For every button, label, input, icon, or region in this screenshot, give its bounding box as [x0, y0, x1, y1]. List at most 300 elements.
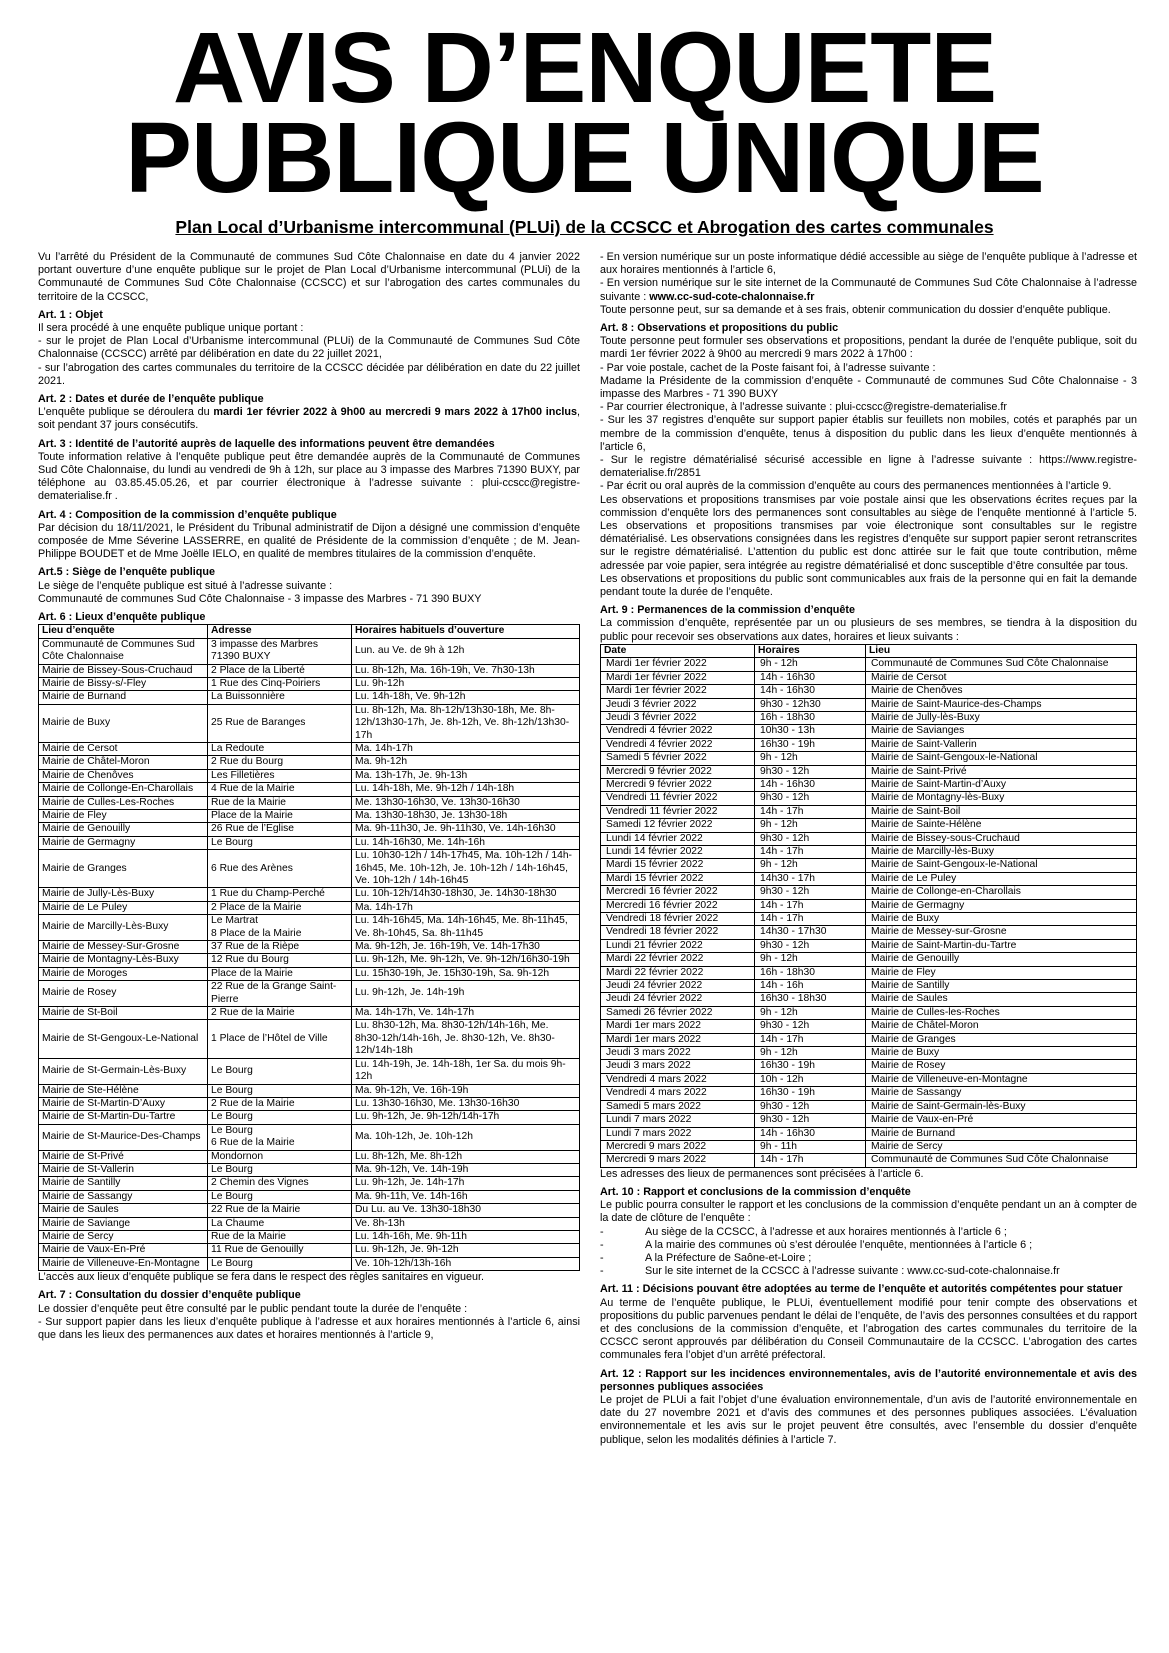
art11-heading: Art. 11 : Décisions pouvant être adoptées au terme de l’enquête et autorités compétentes pour statuer	[600, 1283, 1123, 1296]
site-name-cell: Mairie de St-Martin-D’Auxy	[39, 1097, 208, 1110]
session-place-cell: Mairie de Le Puley	[866, 872, 1137, 885]
session-hours-cell: 14h - 16h30	[755, 778, 866, 791]
session-row	[601, 845, 1137, 858]
session-row	[601, 725, 1137, 738]
session-row	[601, 1100, 1137, 1113]
session-hours-cell: 14h - 16h30	[755, 685, 866, 698]
session-row	[601, 765, 1137, 778]
art7-text-4-pre: - En version numérique sur le site internet de la Communauté de Communes Sud Côte Chalonnaise à l’adresse suivante :	[600, 277, 1137, 303]
session-place-cell: Communauté de Communes Sud Côte Chalonnaise	[866, 658, 1137, 671]
notice-title-line-2: PUBLIQUE UNIQUE	[125, 102, 1044, 214]
site-name-cell: Mairie de Saules	[39, 1204, 208, 1217]
site-hours-cell: Me. 13h30-16h30, Ve. 13h30-16h30	[352, 796, 580, 809]
site-name-cell: Mairie de Bissey-Sous-Cruchaud	[39, 664, 208, 677]
session-place-cell: Mairie de Rosey	[866, 1060, 1137, 1073]
session-place-cell: Mairie de Saint-Gengoux-le-National	[866, 859, 1137, 872]
site-address-cell: 2 Place de la Mairie	[208, 901, 352, 914]
site-address-cell: Rue de la Mairie	[208, 1230, 352, 1243]
art7-text-4	[600, 277, 1137, 303]
site-row	[39, 836, 580, 849]
session-date-cell: Mercredi 9 mars 2022	[601, 1140, 755, 1153]
art8-text-6: - Sur le registre dématérialisé sécurisé accessible en ligne à l’adresse suivante : https://www.registre-dematerialise.fr/2851	[600, 454, 1137, 480]
website-link[interactable]: www.cc-sud-cote-chalonnaise.fr	[649, 290, 815, 303]
session-row	[601, 1087, 1137, 1100]
site-address-cell: La Chaume	[208, 1217, 352, 1230]
sessions-table-header	[601, 644, 1137, 657]
site-hours-cell: Lu. 9h-12h	[352, 677, 580, 690]
session-place-cell: Mairie de Collonge-en-Charollais	[866, 886, 1137, 899]
site-row	[39, 850, 580, 888]
art1-text-3: - sur l’abrogation des cartes communales du territoire de la CCSCC décidée par délibération en date du 22 juillet 2021.	[38, 361, 580, 387]
art5-text-1: Le siège de l’enquête publique est situé à l’adresse suivante :	[38, 579, 333, 592]
site-hours-cell: Ma. 14h-17h	[352, 742, 580, 755]
session-date-cell: Vendredi 4 février 2022	[601, 738, 755, 751]
art1-heading: Art. 1 : Objet	[38, 308, 103, 321]
session-hours-cell: 9h30 - 12h	[755, 886, 866, 899]
session-date-cell: Vendredi 18 février 2022	[601, 926, 755, 939]
session-place-cell: Mairie de Montagny-lès-Buxy	[866, 792, 1137, 805]
sessions-header-place: Lieu	[866, 644, 1137, 657]
site-row	[39, 1084, 580, 1097]
site-hours-cell: Ma. 9h-12h, Ve. 14h-19h	[352, 1163, 580, 1176]
site-hours-cell: Ma. 14h-17h	[352, 901, 580, 914]
site-name-cell: Mairie de Granges	[39, 850, 208, 888]
site-name-cell: Mairie de St-Privé	[39, 1150, 208, 1163]
session-row	[601, 685, 1137, 698]
session-place-cell: Mairie de Chenôves	[866, 685, 1137, 698]
art6-note: L’accès aux lieux d’enquête publique se fera dans le respect des règles sanitaires en vigueur.	[38, 1271, 484, 1284]
session-date-cell: Lundi 7 mars 2022	[601, 1127, 755, 1140]
site-row	[39, 664, 580, 677]
session-date-cell: Jeudi 24 février 2022	[601, 993, 755, 1006]
site-row	[39, 941, 580, 954]
session-row	[601, 1006, 1137, 1019]
site-hours-cell: Lu. 9h-12h, Je. 9h-12h	[352, 1244, 580, 1257]
site-hours-cell: Ma. 9h-12h	[352, 756, 580, 769]
site-hours-cell: Ma. 9h-11h30, Je. 9h-11h30, Ve. 14h-16h30	[352, 823, 580, 836]
site-hours-cell: Du Lu. au Ve. 13h30-18h30	[352, 1204, 580, 1217]
session-hours-cell: 9h30 - 12h30	[755, 698, 866, 711]
session-hours-cell: 9h30 - 12h	[755, 832, 866, 845]
site-address-cell: Mondornon	[208, 1150, 352, 1163]
site-name-cell: Mairie de Burnand	[39, 691, 208, 704]
session-place-cell: Mairie de Saint-Martin-du-Tartre	[866, 939, 1137, 952]
session-date-cell: Vendredi 4 février 2022	[601, 725, 755, 738]
session-hours-cell: 16h30 - 18h30	[755, 993, 866, 1006]
site-name-cell: Mairie de Jully-Lès-Buxy	[39, 888, 208, 901]
art12-heading: Art. 12 : Rapport sur les incidences environnementales, avis de l’autorité environnementale et avis des personnes publiques associées	[600, 1367, 1137, 1393]
sites-header-address: Adresse	[208, 625, 352, 638]
site-row	[39, 1097, 580, 1110]
session-place-cell: Mairie de Cersot	[866, 671, 1137, 684]
site-address-cell: 25 Rue de Baranges	[208, 704, 352, 742]
site-row	[39, 1124, 580, 1150]
art5-heading: Art.5 : Siège de l’enquête publique	[38, 566, 215, 579]
site-name-cell: Mairie de Germagny	[39, 836, 208, 849]
art6-heading: Art. 6 : Lieux d’enquête publique	[38, 611, 206, 624]
session-place-cell: Mairie de Sercy	[866, 1140, 1137, 1153]
session-date-cell: Vendredi 18 février 2022	[601, 913, 755, 926]
session-row	[601, 953, 1137, 966]
site-address-cell: 4 Rue de la Mairie	[208, 783, 352, 796]
site-hours-cell: Ma. 9h-12h, Je. 16h-19h, Ve. 14h-17h30	[352, 941, 580, 954]
session-hours-cell: 16h - 18h30	[755, 711, 866, 724]
site-hours-cell: Lun. au Ve. de 9h à 12h	[352, 638, 580, 664]
site-name-cell: Mairie de St-Boil	[39, 1007, 208, 1020]
art8-text-2: - Par voie postale, cachet de la Poste faisant foi, à l’adresse suivante :	[600, 361, 936, 374]
site-hours-cell: Lu. 10h-12h/14h30-18h30, Je. 14h30-18h30	[352, 888, 580, 901]
site-name-cell: Mairie de St-Martin-Du-Tartre	[39, 1111, 208, 1124]
session-row	[601, 859, 1137, 872]
site-row	[39, 1230, 580, 1243]
session-hours-cell: 9h30 - 12h	[755, 792, 866, 805]
site-hours-cell: Lu. 8h30-12h, Ma. 8h30-12h/14h-16h, Me. 8h30-12h/14h-16h, Je. 8h30-12h, Ve. 8h30-12h/14h-18h	[352, 1020, 580, 1058]
site-address-cell: 6 Rue des Arènes	[208, 850, 352, 888]
session-date-cell: Lundi 14 février 2022	[601, 845, 755, 858]
site-row	[39, 1217, 580, 1230]
session-hours-cell: 16h - 18h30	[755, 966, 866, 979]
session-place-cell: Mairie de Genouilly	[866, 953, 1137, 966]
site-hours-cell: Lu. 14h-18h, Ve. 9h-12h	[352, 691, 580, 704]
session-date-cell: Mardi 1er février 2022	[601, 671, 755, 684]
site-name-cell: Mairie de Genouilly	[39, 823, 208, 836]
site-address-cell: 2 Rue du Bourg	[208, 756, 352, 769]
site-row	[39, 1177, 580, 1190]
session-place-cell: Mairie de Germagny	[866, 899, 1137, 912]
intro-paragraph: Vu l’arrêté du Président de la Communauté de communes Sud Côte Chalonnaise en date du 4 janvier 2022 portant ouverture d’une enquête publique sur le projet de Plan Local d’Urbanisme intercommunal (PLUi) de la Communauté de Communes Sud Côte Chalonnaise (CCSCC) et sur l’abrogation des cartes communales du territoire de la CCSCC,	[38, 251, 580, 303]
art7-text-1: Le dossier d’enquête peut être consulté par le public pendant toute la durée de l’enquête :	[38, 1302, 468, 1315]
session-date-cell: Jeudi 3 mars 2022	[601, 1060, 755, 1073]
site-name-cell: Mairie de Buxy	[39, 704, 208, 742]
art10-list-item: - A la Préfecture de Saône-et-Loire ;	[600, 1252, 1137, 1265]
site-name-cell: Mairie de Montagny-Lès-Buxy	[39, 954, 208, 967]
site-hours-cell: Lu. 14h-16h30, Me. 14h-16h	[352, 836, 580, 849]
site-row	[39, 1204, 580, 1217]
art8-heading: Art. 8 : Observations et propositions du public	[600, 322, 839, 335]
session-place-cell: Mairie de Fley	[866, 966, 1137, 979]
art2-heading: Art. 2 : Dates et durée de l’enquête publique	[38, 393, 264, 406]
sites-table-body	[39, 638, 580, 1271]
notice-title-line-1: AVIS D’ENQUETE	[172, 12, 997, 124]
site-hours-cell: Ma. 13h30-18h30, Je. 13h30-18h	[352, 809, 580, 822]
session-hours-cell: 10h30 - 13h	[755, 725, 866, 738]
site-name-cell: Mairie de Santilly	[39, 1177, 208, 1190]
session-date-cell: Mercredi 16 février 2022	[601, 899, 755, 912]
session-place-cell: Mairie de Buxy	[866, 913, 1137, 926]
site-address-cell: 22 Rue de la Mairie	[208, 1204, 352, 1217]
session-hours-cell: 14h - 16h	[755, 980, 866, 993]
session-place-cell: Mairie de Vaux-en-Pré	[866, 1114, 1137, 1127]
sites-header-site: Lieu d’enquête	[39, 625, 208, 638]
session-row	[601, 1060, 1137, 1073]
session-hours-cell: 9h30 - 12h	[755, 1114, 866, 1127]
art10-list-item: - A la mairie des communes où s’est déroulée l’enquête, mentionnées à l’article 6 ;	[600, 1239, 1137, 1252]
session-hours-cell: 14h - 17h	[755, 805, 866, 818]
site-row	[39, 809, 580, 822]
art2-text	[38, 406, 580, 432]
session-date-cell: Mercredi 9 février 2022	[601, 765, 755, 778]
site-hours-cell: Lu. 14h-16h, Me. 9h-11h	[352, 1230, 580, 1243]
session-date-cell: Vendredi 11 février 2022	[601, 792, 755, 805]
site-name-cell: Mairie de Bissy-s/-Fley	[39, 677, 208, 690]
session-hours-cell: 14h - 17h	[755, 899, 866, 912]
site-name-cell: Mairie de Châtel-Moron	[39, 756, 208, 769]
session-row	[601, 1140, 1137, 1153]
site-row	[39, 1190, 580, 1203]
session-hours-cell: 14h30 - 17h30	[755, 926, 866, 939]
sites-table	[38, 624, 580, 1271]
session-place-cell: Mairie de Sainte-Hélène	[866, 819, 1137, 832]
session-hours-cell: 10h - 12h	[755, 1073, 866, 1086]
site-row	[39, 796, 580, 809]
site-name-cell: Mairie de St-Gengoux-Le-National	[39, 1020, 208, 1058]
art9-heading: Art. 9 : Permanences de la commission d’enquête	[600, 604, 856, 617]
art2-dates: mardi 1er février 2022 à 9h00 au mercredi 9 mars 2022 à 17h00 inclus	[213, 406, 577, 419]
site-hours-cell: Lu. 9h-12h, Me. 9h-12h, Ve. 9h-12h/16h30-19h	[352, 954, 580, 967]
site-hours-cell: Ve. 10h-12h/13h-16h	[352, 1257, 580, 1270]
session-row	[601, 1020, 1137, 1033]
site-row	[39, 901, 580, 914]
site-hours-cell: Lu. 9h-12h, Je. 14h-19h	[352, 981, 580, 1007]
session-hours-cell: 14h - 16h30	[755, 1127, 866, 1140]
site-row	[39, 677, 580, 690]
site-address-cell: Place de la Mairie	[208, 809, 352, 822]
site-row	[39, 1111, 580, 1124]
site-row	[39, 915, 580, 941]
site-hours-cell: Ma. 10h-12h, Je. 10h-12h	[352, 1124, 580, 1150]
session-row	[601, 1047, 1137, 1060]
site-address-cell: 11 Rue de Genouilly	[208, 1244, 352, 1257]
session-row	[601, 980, 1137, 993]
session-place-cell: Mairie de Saules	[866, 993, 1137, 1006]
site-name-cell: Mairie de Rosey	[39, 981, 208, 1007]
art9-text: La commission d’enquête, représentée par un ou plusieurs de ses membres, se tiendra à la disposition du public pour recevoir ses observations aux dates, horaires et lieux suivants :	[600, 617, 1137, 643]
site-row	[39, 783, 580, 796]
art8-text-8: Les observations et propositions transmises par voie postale ainsi que les observations écrites reçues par la commission d’enquête lors des permanences sont consultables au siège de l’enquête mentionné à l’article 5. Les observations et propositions transmises par voie électronique sont consultables sur le registre dématérialisé. Les observations consignées dans les registres d’enquête sur support papier seront retranscrites sur le registre dématérialisé. L’attention du public est donc attirée sur le fait que toute contribution, même adressée par voie papier, sera intégrée au registre dématérialisé et donc susceptible d’être consultée par tous.	[600, 493, 1137, 572]
session-row	[601, 1127, 1137, 1140]
site-address-cell: 2 Rue de la Mairie	[208, 1007, 352, 1020]
session-hours-cell: 16h30 - 19h	[755, 1060, 866, 1073]
session-place-cell: Mairie de Saint-Maurice-des-Champs	[866, 698, 1137, 711]
site-address-cell: 2 Chemin des Vignes	[208, 1177, 352, 1190]
site-name-cell: Mairie de St-Vallerin	[39, 1163, 208, 1176]
session-date-cell: Lundi 14 février 2022	[601, 832, 755, 845]
session-date-cell: Jeudi 3 février 2022	[601, 698, 755, 711]
site-address-cell: 1 Place de l’Hôtel de Ville	[208, 1020, 352, 1058]
session-hours-cell: 9h - 12h	[755, 1047, 866, 1060]
session-date-cell: Mardi 15 février 2022	[601, 872, 755, 885]
site-name-cell: Mairie de Sercy	[39, 1230, 208, 1243]
session-place-cell: Mairie de Saint-Vallerin	[866, 738, 1137, 751]
session-row	[601, 778, 1137, 791]
session-row	[601, 752, 1137, 765]
notice-subtitle: Plan Local d’Urbanisme intercommunal (PLUi) de la CCSCC et Abrogation des cartes communales	[175, 217, 994, 237]
art3-text: Toute information relative à l’enquête publique peut être demandée auprès de la Communauté de Communes Sud Côte Chalonnaise, du lundi au vendredi de 9h à 12h, sur place au 3 impasse des Marbres 71390 BUXY, par téléphone au 03.85.45.05.26, et par courrier électronique à l’adresse suivante : plui-ccscc@registre-dematerialise.fr .	[38, 450, 580, 503]
art8-text-4: - Par courrier électronique, à l’adresse suivante : plui-ccscc@registre-dematerialise.fr	[600, 401, 1008, 414]
site-address-cell: Le Bourg	[208, 1190, 352, 1203]
session-date-cell: Samedi 12 février 2022	[601, 819, 755, 832]
session-hours-cell: 9h - 12h	[755, 658, 866, 671]
session-row	[601, 805, 1137, 818]
site-row	[39, 1244, 580, 1257]
art2-text-pre: L’enquête publique se déroulera du	[38, 406, 214, 419]
site-name-cell: Mairie de Sassangy	[39, 1190, 208, 1203]
art8-text-3: Madame la Présidente de la commission d’enquête - Communauté de communes Sud Côte Chalonnaise - 3 impasse des Marbres - 71 390 BUXY	[600, 374, 1137, 401]
session-hours-cell: 14h - 17h	[755, 1154, 866, 1167]
site-row	[39, 888, 580, 901]
site-name-cell: Mairie de Messey-Sur-Grosne	[39, 941, 208, 954]
session-date-cell: Mercredi 16 février 2022	[601, 886, 755, 899]
sessions-header-date: Date	[601, 644, 755, 657]
site-address-cell: Le Bourg	[208, 1111, 352, 1124]
session-date-cell: Mercredi 9 mars 2022	[601, 1154, 755, 1167]
session-row	[601, 1073, 1137, 1086]
session-hours-cell: 9h - 12h	[755, 859, 866, 872]
art10-text: Le public pourra consulter le rapport et les conclusions de la commission d’enquête pendant un an à compter de la date de clôture de l’enquête :	[600, 1199, 1137, 1225]
session-place-cell: Mairie de Villeneuve-en-Montagne	[866, 1073, 1137, 1086]
art3-heading: Art. 3 : Identité de l’autorité auprès de laquelle des informations peuvent être demandées	[38, 437, 495, 450]
art10-list-item: - Au siège de la CCSCC, à l’adresse et aux horaires mentionnés à l’article 6 ;	[600, 1226, 1137, 1239]
site-row	[39, 756, 580, 769]
session-row	[601, 698, 1137, 711]
session-date-cell: Jeudi 24 février 2022	[601, 980, 755, 993]
session-hours-cell: 14h - 17h	[755, 845, 866, 858]
session-row	[601, 1033, 1137, 1046]
left-column	[38, 251, 580, 1342]
session-date-cell: Vendredi 11 février 2022	[601, 805, 755, 818]
site-name-cell: Mairie de St-Maurice-Des-Champs	[39, 1124, 208, 1150]
art7-text-3: - En version numérique sur un poste informatique dédié accessible au siège de l’enquête publique à l’adresse et aux horaires mentionnés à l’article 6,	[600, 251, 1137, 277]
session-place-cell: Mairie de Saint-Martin-d’Auxy	[866, 778, 1137, 791]
site-name-cell: Mairie de Culles-Les-Roches	[39, 796, 208, 809]
session-date-cell: Samedi 5 février 2022	[601, 752, 755, 765]
session-row	[601, 913, 1137, 926]
site-row	[39, 1257, 580, 1270]
site-row	[39, 954, 580, 967]
site-address-cell: La Buissonnière	[208, 691, 352, 704]
site-name-cell: Mairie de Chenôves	[39, 769, 208, 782]
site-row	[39, 1150, 580, 1163]
site-hours-cell: Lu. 13h30-16h30, Me. 13h30-16h30	[352, 1097, 580, 1110]
session-date-cell: Lundi 21 février 2022	[601, 939, 755, 952]
site-hours-cell: Lu. 8h-12h, Ma. 8h-12h/13h30-18h, Me. 8h-12h/13h30-17h, Je. 8h-12h, Ve. 8h-12h/13h30-17h	[352, 704, 580, 742]
art8-text-9: Les observations et propositions du public sont communicables aux frais de la personne qui en fait la demande pendant toute la durée de l’enquête.	[600, 572, 1137, 599]
session-place-cell: Mairie de Châtel-Moron	[866, 1020, 1137, 1033]
session-hours-cell: 9h - 12h	[755, 953, 866, 966]
session-hours-cell: 16h30 - 19h	[755, 738, 866, 751]
session-row	[601, 1114, 1137, 1127]
site-address-cell: Le Bourg	[208, 836, 352, 849]
session-place-cell: Mairie de Buxy	[866, 1047, 1137, 1060]
site-name-cell: Communauté de Communes Sud Côte Chalonnaise	[39, 638, 208, 664]
session-row	[601, 872, 1137, 885]
art7-text-2: - Sur support papier dans les lieux d’enquête publique à l’adresse et aux horaires mentionnés à l’article 6, ainsi que dans les lieux des permanences aux dates et horaires mentionnés à l’article 9,	[38, 1315, 580, 1341]
art1-text-2: - sur le projet de Plan Local d’Urbanisme intercommunal (PLUi) de la Communauté de Communes Sud Côte Chalonnaise (CCSCC) arrêté par délibération en date du 22 juillet 2021,	[38, 335, 580, 361]
session-hours-cell: 14h - 17h	[755, 913, 866, 926]
site-hours-cell: Lu. 8h-12h, Me. 8h-12h	[352, 1150, 580, 1163]
art1-text-1: Il sera procédé à une enquête publique unique portant :	[38, 322, 304, 335]
art8-text-1: Toute personne peut formuler ses observations et propositions, pendant la durée de l’enquête publique, soit du mardi 1er février 2022 à 9h00 au mercredi 9 mars 2022 à 17h00 :	[600, 335, 1137, 361]
session-place-cell: Mairie de Saint-Gengoux-le-National	[866, 752, 1137, 765]
session-place-cell: Mairie de Granges	[866, 1033, 1137, 1046]
session-date-cell: Vendredi 4 mars 2022	[601, 1073, 755, 1086]
site-row	[39, 638, 580, 664]
session-hours-cell: 14h30 - 17h	[755, 872, 866, 885]
session-row	[601, 819, 1137, 832]
session-place-cell: Mairie de Saint-Privé	[866, 765, 1137, 778]
session-date-cell: Samedi 5 mars 2022	[601, 1100, 755, 1113]
right-column	[600, 251, 1137, 1447]
session-place-cell: Mairie de Santilly	[866, 980, 1137, 993]
session-date-cell: Vendredi 4 mars 2022	[601, 1087, 755, 1100]
session-place-cell: Mairie de Culles-les-Roches	[866, 1006, 1137, 1019]
site-address-cell: Rue de la Mairie	[208, 796, 352, 809]
session-date-cell: Mardi 22 février 2022	[601, 953, 755, 966]
site-hours-cell: Lu. 15h30-19h, Je. 15h30-19h, Sa. 9h-12h	[352, 967, 580, 980]
session-place-cell: Mairie de Jully-lès-Buxy	[866, 711, 1137, 724]
site-row	[39, 823, 580, 836]
site-name-cell: Mairie de Marcilly-Lès-Buxy	[39, 915, 208, 941]
art11-text: Au terme de l’enquête publique, le PLUi, éventuellement modifié pour tenir compte des observations et propositions du public parvenues pendant le délai de l’enquête, de l’avis des personnes consultées et du rapport et des conclusions de la commission d’enquête, et l’abrogation des cartes communales du territoire de la CCSCC seront approuvés par délibération du Conseil Communautaire de la CCSCC. L’abrogation des cartes communales fera l’objet d’un arrêté préfectoral.	[600, 1296, 1137, 1362]
session-hours-cell: 9h - 12h	[755, 819, 866, 832]
session-row	[601, 1154, 1137, 1167]
site-address-cell: Place de la Mairie	[208, 967, 352, 980]
session-place-cell: Mairie de Messey-sur-Grosne	[866, 926, 1137, 939]
session-row	[601, 671, 1137, 684]
session-hours-cell: 14h - 16h30	[755, 671, 866, 684]
site-name-cell: Mairie de Saviange	[39, 1217, 208, 1230]
site-row	[39, 1163, 580, 1176]
site-address-cell: 2 Place de la Liberté	[208, 664, 352, 677]
art7-heading: Art. 7 : Consultation du dossier d’enquête publique	[38, 1289, 301, 1302]
session-date-cell: Mardi 1er février 2022	[601, 658, 755, 671]
art5-text-2: Communauté de communes Sud Côte Chalonnaise - 3 impasse des Marbres - 71 390 BUXY	[38, 592, 482, 605]
site-address-cell: Le Bourg	[208, 1084, 352, 1097]
site-name-cell: Mairie de Collonge-En-Charollais	[39, 783, 208, 796]
session-date-cell: Samedi 26 février 2022	[601, 1006, 755, 1019]
art4-text: Par décision du 18/11/2021, le Président du Tribunal administratif de Dijon a désigné une commission d’enquête composée de Mme Séverine LASSERRE, en qualité de Présidente de la commission d’enquête ; de M. Jean-Philippe BOUDET et de Mme Joëlle IELO, en qualité de membres titulaires de la commission d’enquête.	[38, 521, 580, 561]
session-place-cell: Mairie de Savianges	[866, 725, 1137, 738]
session-row	[601, 711, 1137, 724]
site-address-cell: 12 Rue du Bourg	[208, 954, 352, 967]
site-row	[39, 769, 580, 782]
session-hours-cell: 16h30 - 19h	[755, 1087, 866, 1100]
site-hours-cell: Ma. 13h-17h, Je. 9h-13h	[352, 769, 580, 782]
site-hours-cell: Lu. 9h-12h, Je. 14h-17h	[352, 1177, 580, 1190]
sessions-header-hours: Horaires	[755, 644, 866, 657]
session-place-cell: Mairie de Marcilly-lès-Buxy	[866, 845, 1137, 858]
session-row	[601, 926, 1137, 939]
session-row	[601, 792, 1137, 805]
site-row	[39, 981, 580, 1007]
session-row	[601, 886, 1137, 899]
site-row	[39, 1007, 580, 1020]
site-address-cell: 22 Rue de la Grange Saint-Pierre	[208, 981, 352, 1007]
art2-text-post: , soit pendant 37 jours consécutifs.	[38, 406, 580, 432]
site-address-cell: 26 Rue de l’Eglise	[208, 823, 352, 836]
art9-note: Les adresses des lieux de permanences sont précisées à l’article 6.	[600, 1167, 924, 1180]
art12-text: Le projet de PLUi a fait l’objet d’une évaluation environnementale, d’un avis de l’autorité environnementale en date du 27 novembre 2021 et d’avis des communes et des personnes publiques associées. L’évaluation environnementale et les avis sur le projet peuvent être consultés, avec l’ensemble du dossier d’enquête publique, selon les modalités définies à l’article 7.	[600, 1393, 1137, 1446]
session-hours-cell: 9h - 12h	[755, 1006, 866, 1019]
sessions-table-body	[601, 658, 1137, 1167]
session-date-cell: Mardi 1er février 2022	[601, 685, 755, 698]
site-address-cell: 2 Rue de la Mairie	[208, 1097, 352, 1110]
session-hours-cell: 9h - 12h	[755, 752, 866, 765]
session-place-cell: Mairie de Saint-Germain-lès-Buxy	[866, 1100, 1137, 1113]
site-name-cell: Mairie de Villeneuve-En-Montagne	[39, 1257, 208, 1270]
site-name-cell: Mairie de Vaux-En-Pré	[39, 1244, 208, 1257]
site-row	[39, 742, 580, 755]
